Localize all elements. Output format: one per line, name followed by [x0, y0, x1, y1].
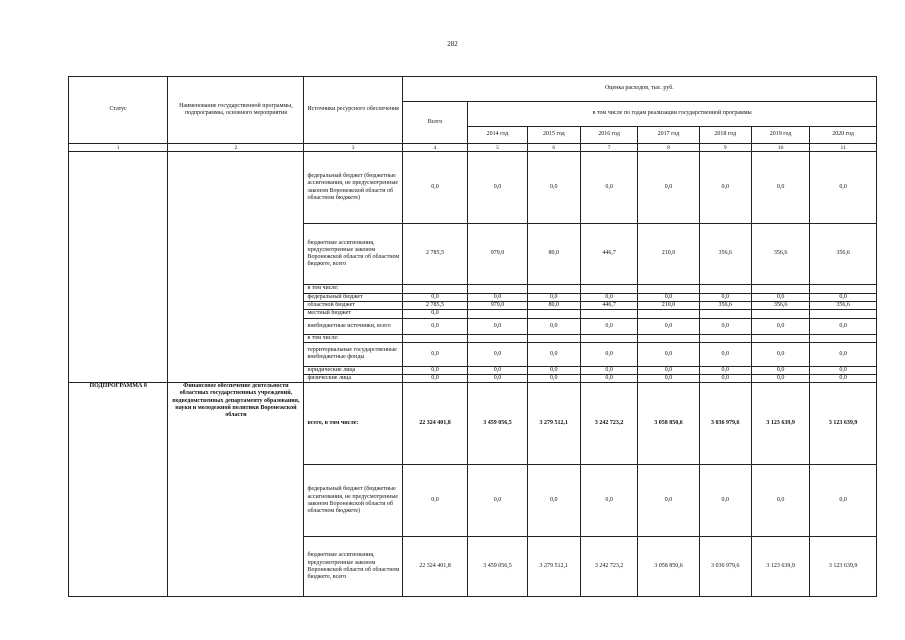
value-cell: 22 324 401,8 — [402, 537, 468, 597]
value-cell: 3 058 850,6 — [638, 537, 699, 597]
value-cell: 356,6 — [751, 302, 809, 310]
value-cell: 0,0 — [468, 366, 527, 374]
value-cell: 0,0 — [527, 465, 580, 537]
value-cell: 0,0 — [580, 294, 637, 302]
value-cell: 0,0 — [402, 318, 468, 334]
value-cell: 3 242 723,2 — [580, 383, 637, 465]
value-cell: 0,0 — [527, 366, 580, 374]
value-cell: 0,0 — [402, 366, 468, 374]
value-cell: 0,0 — [580, 152, 637, 224]
value-cell: 0,0 — [699, 294, 751, 302]
value-cell: 0,0 — [638, 342, 699, 366]
column-index: 1 — [69, 144, 168, 152]
value-cell: 0,0 — [810, 152, 877, 224]
value-cell — [751, 334, 809, 342]
value-cell: 0,0 — [699, 318, 751, 334]
source-label: федеральный бюджет — [304, 294, 402, 302]
value-cell — [580, 285, 637, 294]
column-index: 8 — [638, 144, 699, 152]
value-cell: 0,0 — [810, 294, 877, 302]
value-cell: 3 279 512,1 — [527, 383, 580, 465]
value-cell: 0,0 — [580, 465, 637, 537]
value-cell: 0,0 — [402, 310, 468, 318]
value-cell: 0,0 — [638, 294, 699, 302]
value-cell: 0,0 — [580, 375, 637, 383]
value-cell: 0,0 — [527, 294, 580, 302]
value-cell — [468, 310, 527, 318]
value-cell — [638, 334, 699, 342]
value-cell — [810, 310, 877, 318]
value-cell: 0,0 — [699, 465, 751, 537]
value-cell: 3 036 979,6 — [699, 537, 751, 597]
value-cell: 3 123 639,9 — [810, 537, 877, 597]
value-cell: 0,0 — [638, 375, 699, 383]
column-index: 10 — [751, 144, 809, 152]
value-cell — [527, 285, 580, 294]
value-cell — [527, 310, 580, 318]
value-cell — [580, 334, 637, 342]
value-cell: 0,0 — [527, 152, 580, 224]
value-cell: 0,0 — [638, 465, 699, 537]
value-cell: 0,0 — [751, 375, 809, 383]
column-index: 7 — [580, 144, 637, 152]
column-index: 5 — [468, 144, 527, 152]
value-cell — [699, 334, 751, 342]
value-cell: 22 324 401,8 — [402, 383, 468, 465]
value-cell: 0,0 — [810, 375, 877, 383]
value-cell — [468, 334, 527, 342]
value-cell: 0,0 — [402, 152, 468, 224]
header-sources: Источники ресурсного обеспечения — [304, 77, 402, 144]
value-cell: 3 459 056,5 — [468, 383, 527, 465]
value-cell: 0,0 — [810, 342, 877, 366]
header-year: 2015 год — [527, 127, 580, 144]
value-cell: 0,0 — [751, 465, 809, 537]
value-cell: 0,0 — [402, 342, 468, 366]
value-cell — [402, 285, 468, 294]
header-year: 2016 год — [580, 127, 637, 144]
header-status: Статус — [69, 77, 168, 144]
source-label: областной бюджет — [304, 302, 402, 310]
value-cell — [638, 310, 699, 318]
value-cell: 0,0 — [638, 318, 699, 334]
header-year: 2020 год — [810, 127, 877, 144]
value-cell: 0,0 — [580, 366, 637, 374]
value-cell: 2 785,5 — [402, 302, 468, 310]
source-label: всего, в том числе: — [304, 383, 402, 465]
value-cell — [527, 334, 580, 342]
page-bottom-margin — [0, 600, 905, 640]
value-cell: 356,6 — [699, 302, 751, 310]
value-cell: 446,7 — [580, 302, 637, 310]
source-label: в том числе: — [304, 285, 402, 294]
value-cell: 3 058 850,6 — [638, 383, 699, 465]
value-cell: 0,0 — [468, 152, 527, 224]
table-row — [69, 152, 877, 224]
value-cell: 0,0 — [468, 294, 527, 302]
header-program-name: Наименование государственной программы, подпрограммы, основного мероприятия — [168, 77, 304, 144]
value-cell: 0,0 — [699, 375, 751, 383]
value-cell: 0,0 — [751, 342, 809, 366]
source-label: территориальные государственные внебюджетные фонды — [304, 342, 402, 366]
value-cell: 0,0 — [527, 375, 580, 383]
value-cell: 210,0 — [638, 302, 699, 310]
value-cell — [638, 285, 699, 294]
value-cell — [751, 285, 809, 294]
value-cell: 0,0 — [810, 318, 877, 334]
source-label: юридические лица — [304, 366, 402, 374]
value-cell — [810, 285, 877, 294]
value-cell: 3 123 639,9 — [751, 383, 809, 465]
source-label: в том числе: — [304, 334, 402, 342]
column-index: 4 — [402, 144, 468, 152]
source-label: федеральный бюджет (бюджетные ассигнования, не предусмотренные законом Воронежской области об областном бюджете) — [304, 465, 402, 537]
value-cell: 0,0 — [751, 294, 809, 302]
value-cell — [751, 310, 809, 318]
value-cell — [580, 310, 637, 318]
value-cell — [699, 285, 751, 294]
value-cell: 0,0 — [699, 152, 751, 224]
page-number: 282 — [447, 40, 458, 48]
header-by-years: в том числе по годам реализации государственной программы — [468, 102, 877, 127]
value-cell: 0,0 — [468, 465, 527, 537]
value-cell: 0,0 — [402, 465, 468, 537]
value-cell: 356,6 — [699, 224, 751, 285]
value-cell: 0,0 — [580, 318, 637, 334]
value-cell — [810, 334, 877, 342]
header-year: 2017 год — [638, 127, 699, 144]
value-cell: 0,0 — [751, 152, 809, 224]
source-label: местный бюджет — [304, 310, 402, 318]
value-cell: 3 459 056,5 — [468, 537, 527, 597]
source-label: бюджетные ассигнования, предусмотренные законом Воронежской области об областном бюджете, всего — [304, 537, 402, 597]
source-label: внебюджетные источники, всего — [304, 318, 402, 334]
value-cell: 0,0 — [751, 318, 809, 334]
value-cell: 0,0 — [699, 342, 751, 366]
value-cell: 0,0 — [810, 366, 877, 374]
value-cell: 446,7 — [580, 224, 637, 285]
budget-table — [68, 76, 877, 597]
source-label: бюджетные ассигнования, предусмотренные законом Воронежской области об областном бюджете, всего — [304, 224, 402, 285]
header-year: 2019 год — [751, 127, 809, 144]
value-cell — [699, 310, 751, 318]
value-cell: 3 036 979,6 — [699, 383, 751, 465]
value-cell: 0,0 — [468, 342, 527, 366]
value-cell: 0,0 — [638, 366, 699, 374]
value-cell: 3 123 639,9 — [751, 537, 809, 597]
value-cell: 0,0 — [527, 342, 580, 366]
value-cell: 979,0 — [468, 224, 527, 285]
value-cell: 979,0 — [468, 302, 527, 310]
value-cell: 356,6 — [810, 224, 877, 285]
value-cell: 0,0 — [402, 294, 468, 302]
column-index: 11 — [810, 144, 877, 152]
column-index: 2 — [168, 144, 304, 152]
value-cell: 80,0 — [527, 302, 580, 310]
status-cell — [69, 152, 168, 383]
source-label: физические лица — [304, 375, 402, 383]
value-cell: 3 279 512,1 — [527, 537, 580, 597]
value-cell: 3 123 639,9 — [810, 383, 877, 465]
value-cell: 356,6 — [751, 224, 809, 285]
value-cell — [402, 334, 468, 342]
source-label: федеральный бюджет (бюджетные ассигнования, не предусмотренные законом Воронежской области об областном бюджете) — [304, 152, 402, 224]
name-cell — [168, 152, 304, 383]
subprogram-row — [69, 383, 877, 465]
value-cell: 80,0 — [527, 224, 580, 285]
value-cell: 0,0 — [527, 318, 580, 334]
value-cell: 3 242 723,2 — [580, 537, 637, 597]
column-index: 9 — [699, 144, 751, 152]
value-cell: 0,0 — [751, 366, 809, 374]
header-year: 2014 год — [468, 127, 527, 144]
value-cell: 0,0 — [468, 375, 527, 383]
value-cell: 0,0 — [468, 318, 527, 334]
header-year: 2018 год — [699, 127, 751, 144]
value-cell: 0,0 — [402, 375, 468, 383]
value-cell: 0,0 — [810, 465, 877, 537]
value-cell: 0,0 — [699, 366, 751, 374]
subprogram-status: ПОДПРОГРАММА 8 — [69, 383, 168, 597]
header-total: Всего — [402, 102, 468, 144]
value-cell: 210,0 — [638, 224, 699, 285]
column-index: 6 — [527, 144, 580, 152]
value-cell: 0,0 — [638, 152, 699, 224]
header-estimate: Оценка расходов, тыс. руб. — [402, 77, 876, 102]
value-cell — [468, 285, 527, 294]
subprogram-name: Финансовое обеспечение деятельности областных государственных учреждений, подведомственных департаменту образования, науки и молодежной политики Воронежской области — [168, 383, 304, 597]
value-cell: 356,6 — [810, 302, 877, 310]
value-cell: 0,0 — [580, 342, 637, 366]
column-index: 3 — [304, 144, 402, 152]
value-cell: 2 785,5 — [402, 224, 468, 285]
